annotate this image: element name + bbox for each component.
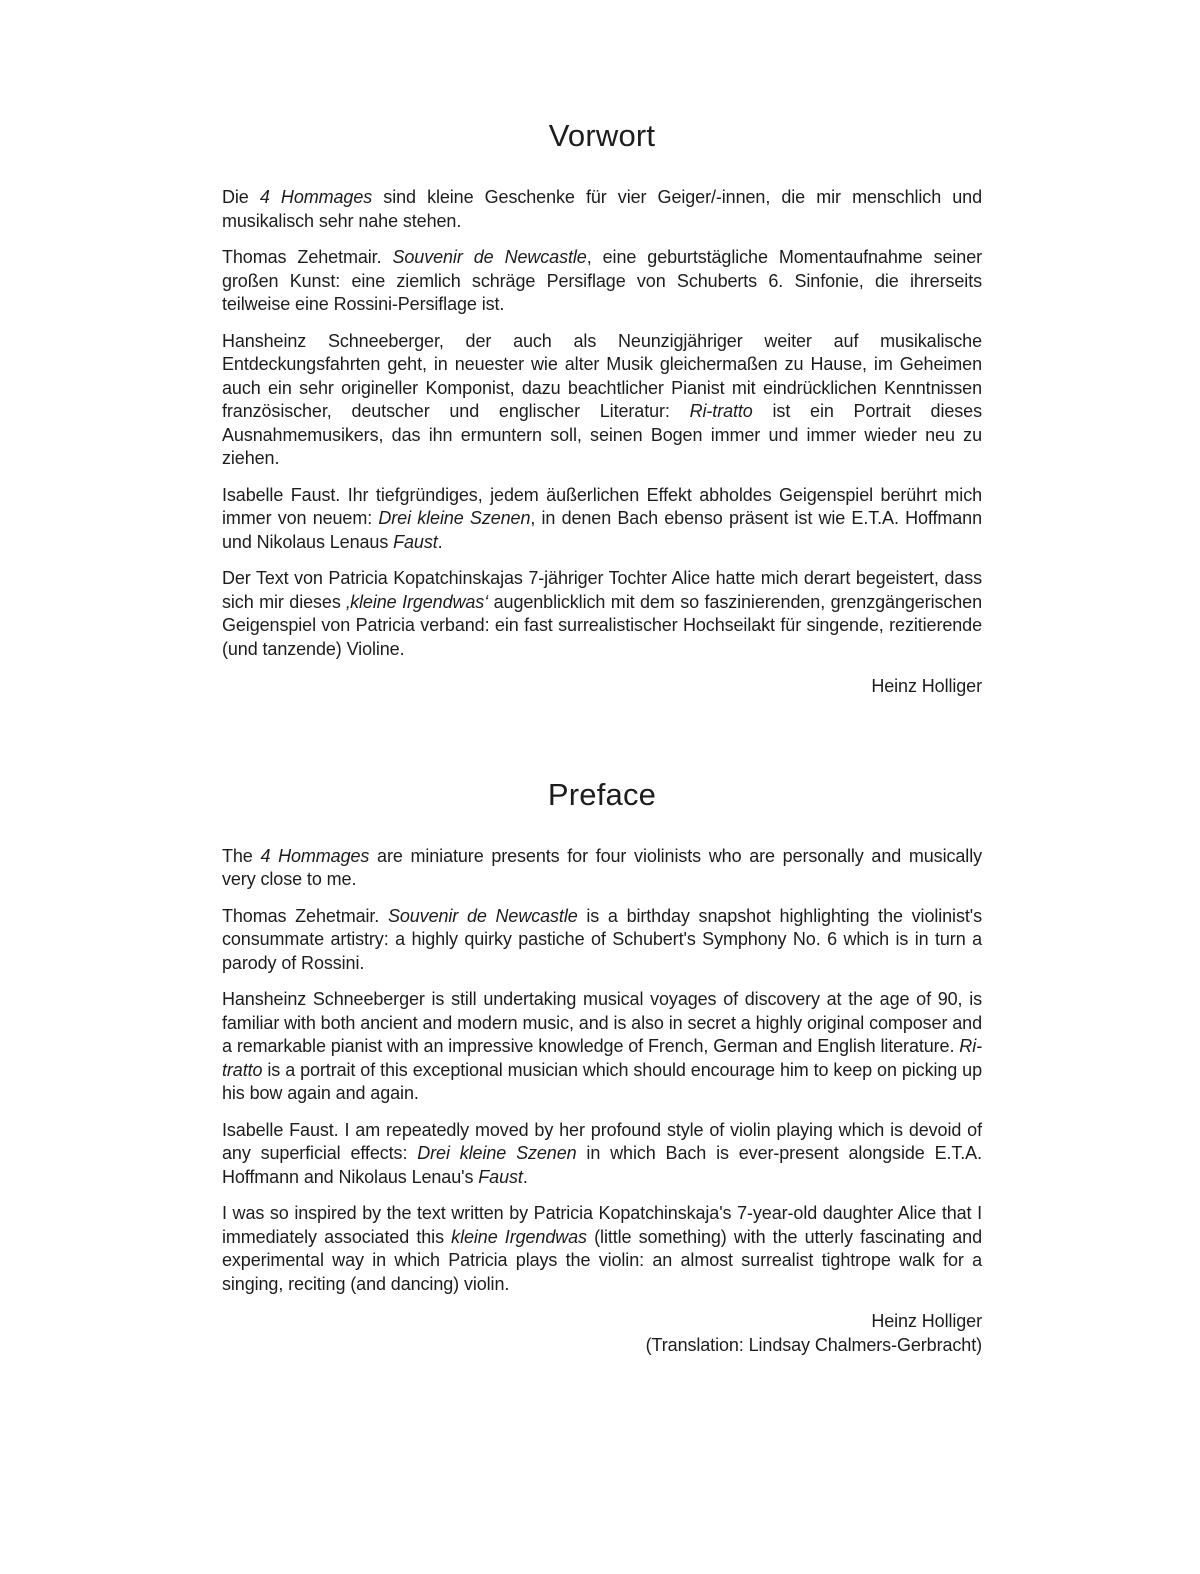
vorwort-paragraph-1: Die 4 Hommages sind kleine Geschenke für vier Geiger/-innen, die mir menschlich und musikalisch sehr nahe stehen.	[222, 187, 982, 231]
vorwort-paragraph-5: Der Text von Patricia Kopatchinskajas 7-jähriger Tochter Alice hatte mich derart begeistert, dass sich mir dieses ‚kleine Irgendwas‘ augenblicklich mit dem so faszinierenden, grenzgängerischen Geigenspiel von Patricia verband: ein fast surrealistischer Hochseilakt für singende, rezitierende (und tanzende) Violine.	[222, 568, 982, 659]
preface-title: Preface	[547, 776, 657, 812]
vorwort-title: Vorwort	[548, 118, 656, 153]
preface-paragraph-5: I was so inspired by the text written by Patricia Kopatchinskaja's 7-year-old daughter Alice that I immediately associated this kleine Irgendwas (little something) with the utterly fascinating and experimental way in which Patricia plays the violin: an almost surrealist tightrope walk for a singing, reciting (and dancing) violin.	[222, 1203, 982, 1294]
vorwort-paragraph-4: Isabelle Faust. Ihr tiefgründiges, jedem äußerlichen Effekt abholdes Geigenspiel berührt mich immer von neuem: Drei kleine Szenen, in denen Bach ebenso präsent ist wie E.T.A. Hoffmann und Nikolaus Lenaus Faust.	[222, 484, 982, 552]
vorwort-signature-name: Heinz Holliger	[871, 676, 982, 696]
vorwort-signature	[222, 675, 982, 699]
section-vorwort	[222, 0, 982, 699]
preface-signature-translation: (Translation: Lindsay Chalmers-Gerbracht)	[645, 1334, 982, 1355]
preface-paragraph-4: Isabelle Faust. I am repeatedly moved by her profound style of violin playing which is devoid of any superficial effects: Drei kleine Szenen in which Bach is ever-present alongside E.T.A. Hoffmann and Nikolaus Lenau's Faust.	[222, 1119, 982, 1187]
section-preface	[222, 699, 982, 1358]
preface-paragraph-1: The 4 Hommages are miniature presents for four violinists who are personally and musically very close to me.	[222, 845, 982, 889]
preface-paragraph-3: Hansheinz Schneeberger is still undertaking musical voyages of discovery at the age of 90, is familiar with both ancient and modern music, and is also in secret a highly original composer and a remarkable pianist with an impressive knowledge of French, German and English literature. Ri-tratto is a portrait of this exceptional musician which should encourage him to keep on picking up his bow again and again.	[222, 989, 982, 1103]
preface-body	[222, 845, 982, 1297]
vorwort-body	[222, 186, 982, 661]
preface-signature-name: Heinz Holliger	[871, 1311, 982, 1331]
preface-paragraph-2: Thomas Zehetmair. Souvenir de Newcastle is a birthday snapshot highlighting the violinist's consummate artistry: a highly quirky pastiche of Schubert's Symphony No. 6 which is in turn a parody of Rossini.	[222, 905, 982, 973]
preface-signature	[222, 1310, 982, 1357]
vorwort-paragraph-3: Hansheinz Schneeberger, der auch als Neunzigjähriger weiter auf musikalische Entdeckungsfahrten geht, in neuester wie alter Musik gleichermaßen zu Hause, im Geheimen auch ein sehr origineller Komponist, dazu beachtlicher Pianist mit eindrücklichen Kenntnissen französischer, deutscher und englischer Literatur: Ri-tratto ist ein Portrait dieses Ausnahmemusikers, das ihn ermuntern soll, seinen Bogen immer und immer wieder neu zu ziehen.	[222, 330, 982, 468]
text-column	[222, 0, 982, 1357]
vorwort-paragraph-2: Thomas Zehetmair. Souvenir de Newcastle, eine geburtstägliche Momentaufnahme seiner großen Kunst: eine ziemlich schräge Persiflage von Schuberts 6. Sinfonie, die ihrerseits teilweise eine Rossini-Persiflage ist.	[222, 247, 982, 314]
